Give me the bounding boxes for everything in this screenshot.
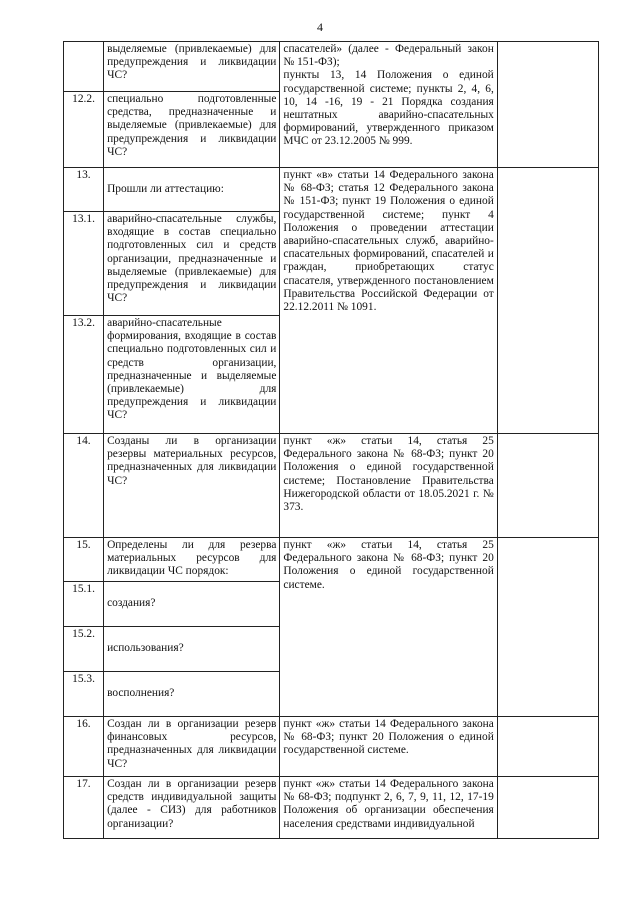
reference-cell: пункт «ж» статьи 14, статья 25 Федерального закона № 68-ФЗ; пункт 20 Положения о единой государственной системе; Постановление Правительства Нижегородской области от 18.05.2021 г. № 373. [280, 434, 497, 538]
question-cell: аварийно-спасательные формирования, входящие в состав специально подготовленных сил и средств организации, предназначенные и выделяемые (привлекаемые) для предупреждения и ликвидации ЧС? [104, 316, 280, 434]
row-number: 13.2. [64, 316, 104, 434]
row-number: 15.3. [64, 672, 104, 717]
reference-cell: пункт «ж» статьи 14, статья 25 Федерального закона № 68-ФЗ; пункт 20 Положения о единой государственной системе. [280, 538, 497, 717]
reference-text: спасателей» (далее - Федеральный закон № 151-ФЗ); [283, 43, 494, 69]
question-cell: Создан ли в организации резерв средств индивидуальной защиты (далее - СИЗ) для работников организации? [104, 777, 280, 839]
answer-cell [497, 434, 598, 538]
question-cell: использования? [104, 627, 280, 672]
table-row [64, 538, 599, 582]
page-number: 4 [317, 20, 323, 34]
reference-text: пункты 13, 14 Положения о единой государственной системе; пункты 2, 4, 6, 10, 14 -16, 19 - 21 Порядка создания нештатных аварийно-спасательных формирований, утвержденного приказом МЧС от 23.12.2005 № 999. [283, 69, 494, 148]
reference-cell: пункт «ж» статьи 14 Федерального закона № 68-ФЗ; пункт 20 Положения о единой государственной системе. [280, 717, 497, 777]
question-cell: специально подготовленные средства, предназначенные и выделяемые (привлекаемые) для предупреждения и ликвидации ЧС? [104, 92, 280, 168]
checklist-table [63, 41, 599, 839]
table-row [64, 717, 599, 777]
reference-cell: пункт «в» статьи 14 Федерального закона № 68-ФЗ; статья 12 Федерального закона № 151-ФЗ; пункт 19 Положения о единой государственной системе; пункт 4 Положения о проведении аттестации аварийно-спасательных служб, аварийно-спасательных формирований, спасателей и граждан, приобретающих статус спасателя, утвержденного постановлением Правительства Российской Федерации от 22.12.2011 № 1091. [280, 168, 497, 434]
row-number: 15. [64, 538, 104, 582]
row-number [64, 42, 104, 92]
table-row [64, 168, 599, 212]
table-row [64, 434, 599, 538]
answer-cell [497, 717, 598, 777]
question-cell: Определены ли для резерва материальных ресурсов для ликвидации ЧС порядок: [104, 538, 280, 582]
row-number: 14. [64, 434, 104, 538]
answer-cell [497, 538, 598, 717]
row-number: 17. [64, 777, 104, 839]
table-row [64, 42, 599, 92]
question-cell: восполнения? [104, 672, 280, 717]
answer-cell [497, 42, 598, 168]
row-number: 15.1. [64, 582, 104, 627]
question-cell: выделяемые (привлекаемые) для предупреждения и ликвидации ЧС? [104, 42, 280, 92]
row-number: 16. [64, 717, 104, 777]
question-cell: Прошли ли аттестацию: [104, 168, 280, 212]
reference-cell [280, 42, 497, 168]
answer-cell [497, 168, 598, 434]
row-number: 12.2. [64, 92, 104, 168]
row-number: 13.1. [64, 212, 104, 316]
row-number: 13. [64, 168, 104, 212]
question-cell: аварийно-спасательные службы, входящие в состав специально подготовленных сил и средств организации, предназначенные и выделяемые (привлекаемые) для предупреждения и ликвидации ЧС? [104, 212, 280, 316]
question-cell: Создан ли в организации резерв финансовых ресурсов, предназначенных для ликвидации ЧС? [104, 717, 280, 777]
row-number: 15.2. [64, 627, 104, 672]
table-row [64, 777, 599, 839]
answer-cell [497, 777, 598, 839]
reference-cell: пункт «ж» статьи 14 Федерального закона № 68-ФЗ; подпункт 2, 6, 7, 9, 11, 12, 17-19 Положения об организации обеспечения населения средствами индивидуальной [280, 777, 497, 839]
question-cell: Созданы ли в организации резервы материальных ресурсов, предназначенных для ликвидации ЧС? [104, 434, 280, 538]
question-cell: создания? [104, 582, 280, 627]
